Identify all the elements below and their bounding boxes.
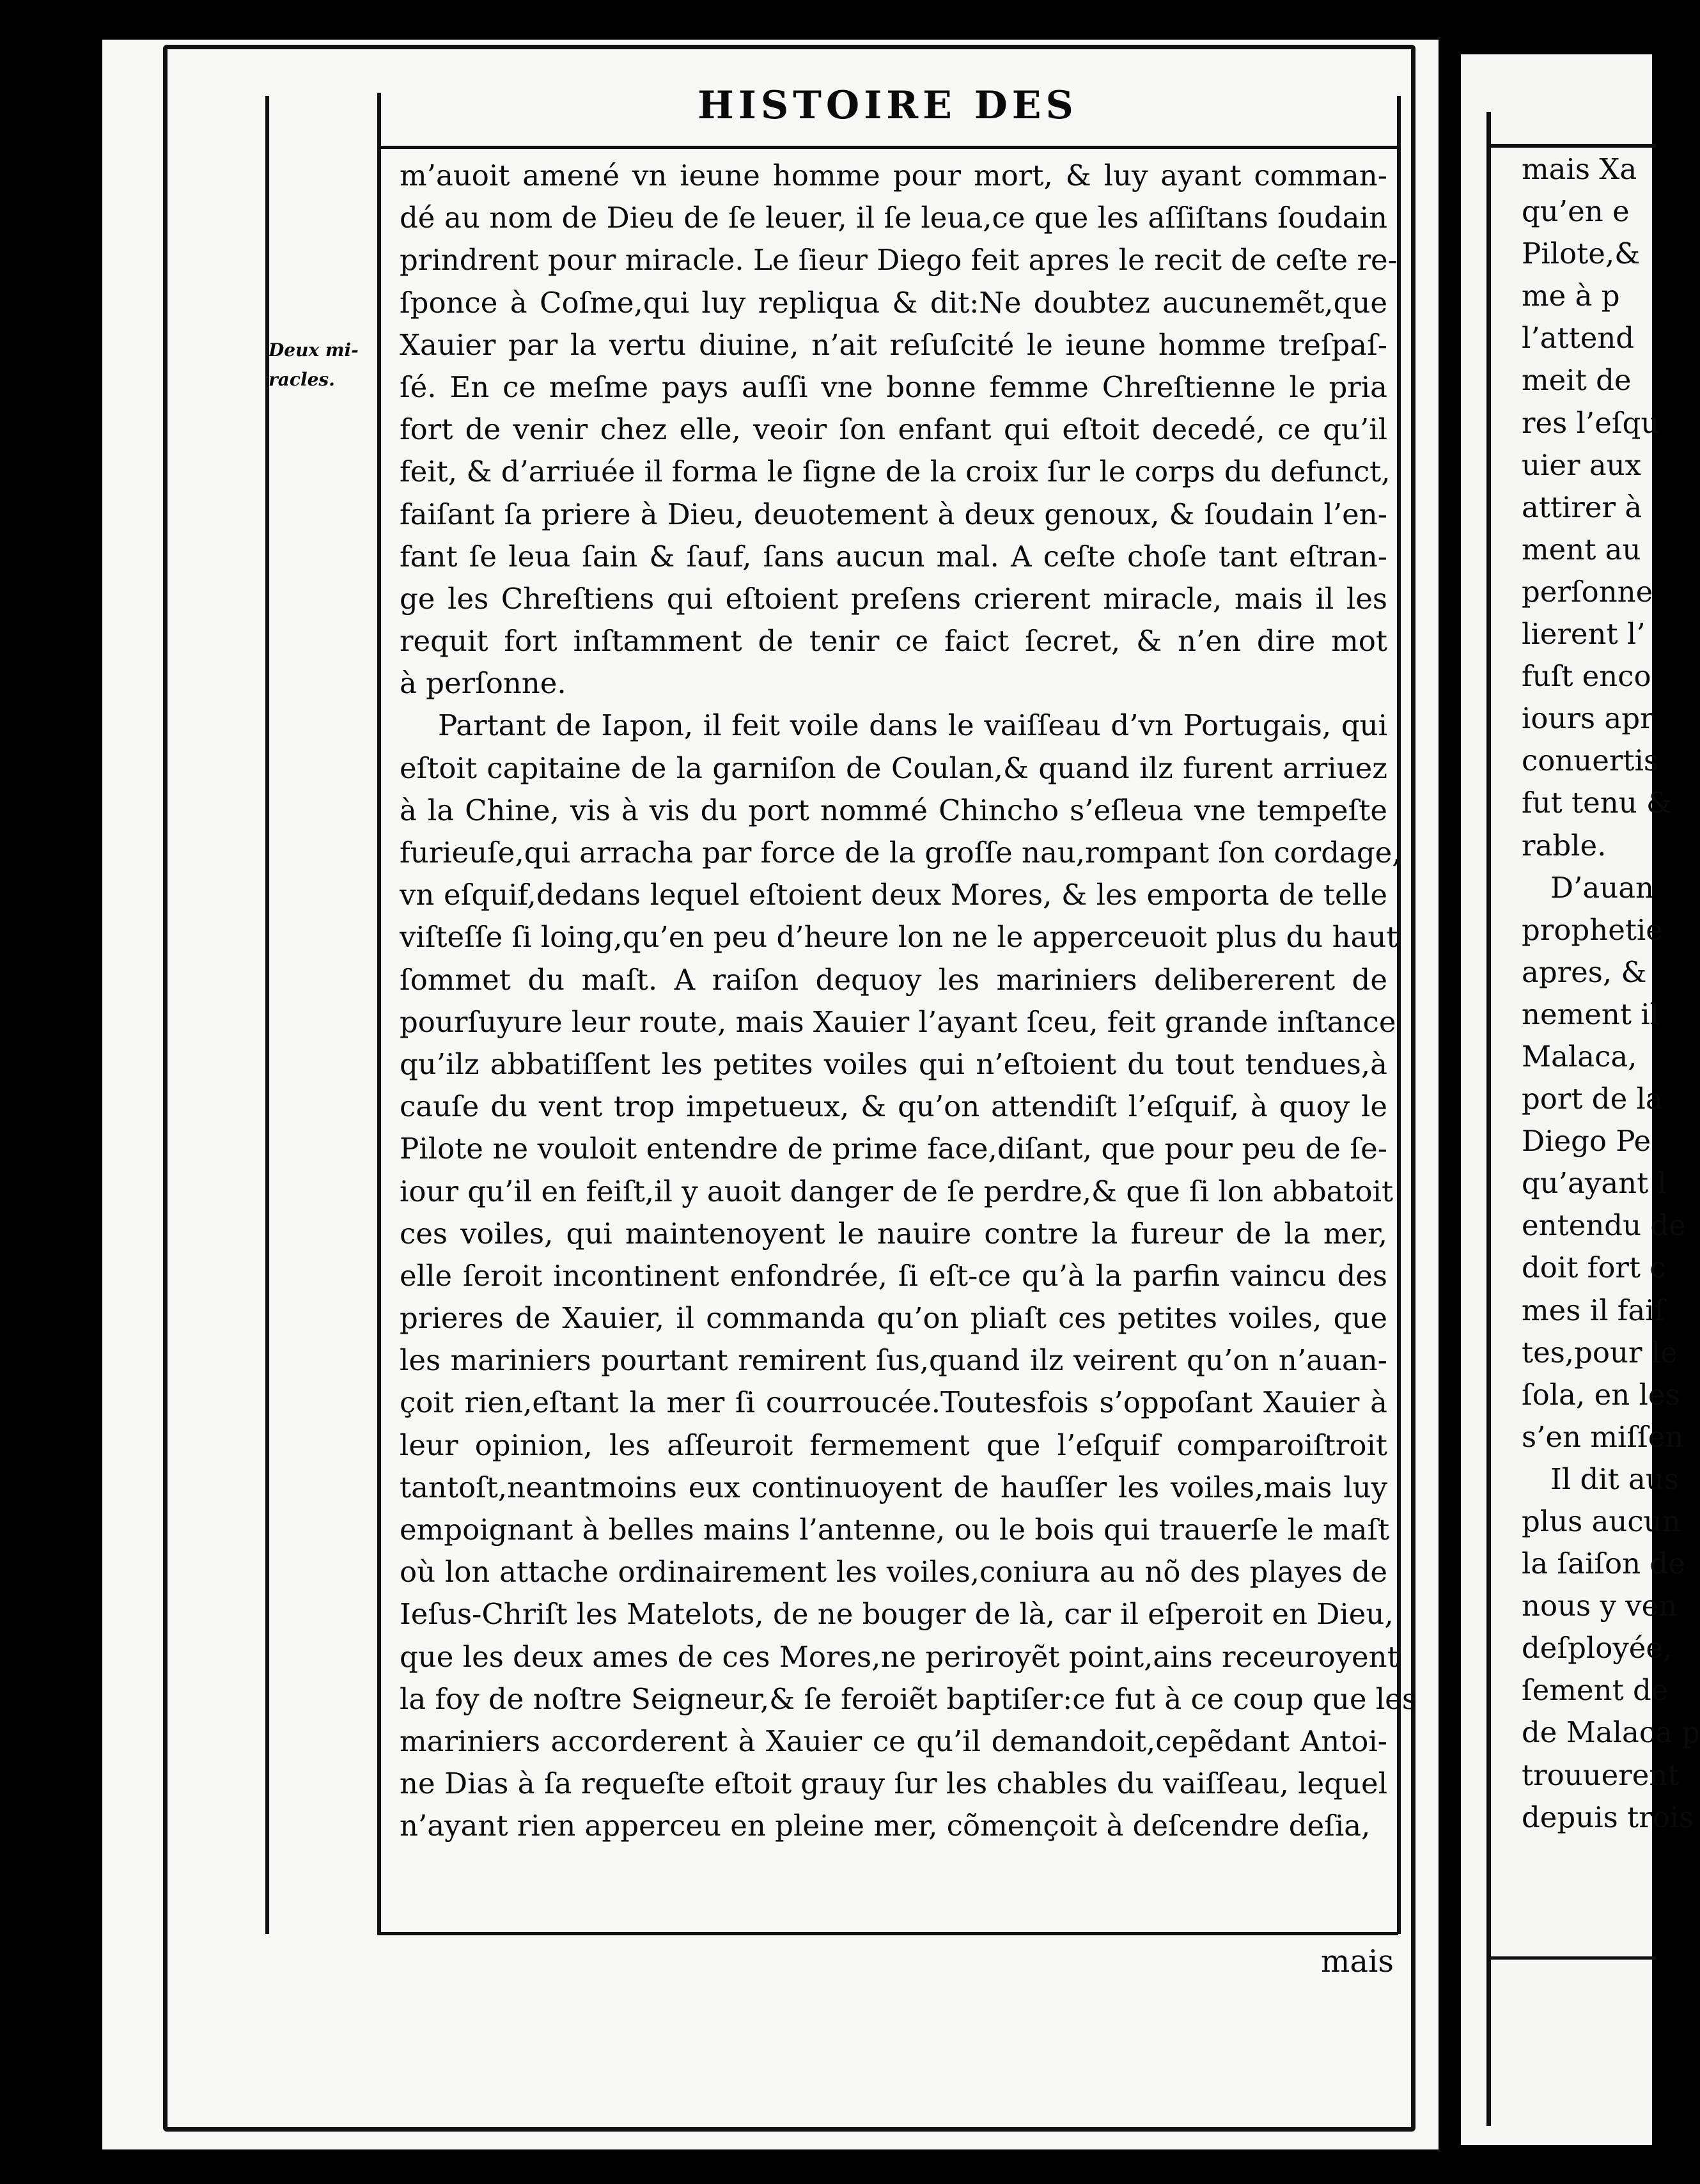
right-text-line: de Malaca p [1522,1715,1700,1750]
text-line: feit, & d’arriuée il forma le ſigne de la croix ſur le corps du defunct, [400,455,1391,489]
right-page-text [1522,148,1700,1839]
right-text-line: res l’eſqu [1522,405,1660,440]
text-line: Xauier par la vertu diuine, n’ait reſuſcité le ieune homme treſpaſ- [400,327,1387,362]
right-text-line: perſonne [1522,574,1653,609]
right-text-line: la ſaiſon de [1522,1547,1685,1581]
right-text-line: doit fort c [1522,1251,1666,1285]
text-line: prindrent pour miracle. Le ſieur Diego feit apres le recit de ceſte re- [400,243,1398,277]
right-text-line: Malaca, [1522,1039,1637,1073]
text-line: Pilote ne vouloit entendre de prime face,diſant, que pour peu de ſe- [400,1132,1387,1166]
text-line: ces voiles, qui maintenoyent le nauire contre la fureur de la mer, [400,1216,1387,1251]
text-line: la foy de noſtre Seigneur,& ſe feroiẽt baptiſer:ce fut à ce coup que les [400,1681,1417,1716]
right-text-line: meit de [1522,363,1632,398]
text-line: pourſuyure leur route, mais Xauier l’ayant ſceu, feit grande inſtance [400,1004,1396,1039]
right-text-line: depuis trois [1522,1800,1694,1834]
text-line: n’ayant rien apperceu en pleine mer, cõmençoit à deſcendre deſia, [400,1809,1371,1843]
text-line: à perſonne. [400,666,566,701]
text-line: requit fort inſtamment de tenir ce faict ſecret, & n’en dire mot [400,624,1387,659]
text-line: mariniers accorderent à Xauier ce qu’il demandoit,cepẽdant Antoi- [400,1724,1387,1758]
text-line: tantoſt,neantmoins eux continuoyent de hauſſer les voiles,mais luy [400,1470,1387,1504]
right-text-line: port de la [1522,1082,1663,1116]
right-page-rule [1486,112,1491,2126]
right-page-foot-rule [1490,1956,1656,1960]
right-text-line: trouuerent [1522,1758,1680,1792]
text-line: qu’ilz abbatiſſent les petites voiles qui n’eſtoient du tout tendues,à [400,1047,1387,1081]
right-text-line: attirer à [1522,490,1642,524]
text-line: elle ſeroit incontinent enfondrée, ſi eſt-ce qu’à la parfin vaincu des [400,1258,1387,1293]
right-text-line: Diego Pe [1522,1124,1651,1158]
right-text-line: qu’en e [1522,194,1630,229]
right-text-line: nement il [1522,997,1660,1031]
right-text-line: rable. [1522,828,1607,862]
right-text-line: s’en miſſen [1522,1419,1684,1454]
foot-rule [377,1932,1398,1935]
main-text [400,155,1417,1848]
right-text-line: plus aucun [1522,1504,1681,1538]
right-text-line: conuertis [1522,744,1658,778]
text-line: faiſant ſa priere à Dieu, deuotement à deux genoux, & ſoudain l’en- [400,497,1387,531]
catchword: mais [1320,1944,1394,1979]
running-head: HISTOIRE DES [698,83,1078,128]
text-line: ſommet du maſt. A raiſon dequoy les mariniers delibererent de [400,962,1387,997]
right-text-line: Il dit aus [1550,1462,1679,1496]
text-line: les mariniers pourtant remirent ſus,quand ilz veirent qu’on n’auan- [400,1343,1387,1378]
right-text-line: tes,pour le [1522,1335,1678,1369]
text-line: leur opinion, les aſſeuroit fermement que l’eſquif comparoiſtroit [400,1428,1387,1462]
right-text-line: fuſt enco [1522,659,1651,694]
text-line: dé au nom de Dieu de ſe leuer, il ſe leua,ce que les aſſiſtans ſoudain [400,201,1387,235]
right-page-head-rule [1490,144,1656,148]
text-line: empoignant à belles mains l’antenne, ou le bois qui trauerſe le maſt [400,1513,1390,1547]
right-text-line: apres, & [1522,955,1647,989]
text-line: ſé. En ce meſme pays auſſi vne bonne femme Chreſtienne le pria [400,370,1387,404]
text-line: à la Chine, vis à vis du port nommé Chincho s’eſleua vne tempeſte [400,793,1387,827]
right-text-line: entendu de [1522,1208,1686,1243]
text-line: ge les Chreſtiens qui eſtoient preſens crierent miracle, mais il les [400,581,1387,616]
right-text-line: uier aux [1522,448,1642,482]
text-line: vn eſquif,dedans lequel eſtoient deux Mores, & les emporta de telle [400,878,1387,912]
right-text-line: me à p [1522,279,1620,313]
text-line: fant ſe leua ſain & ſauf, ſans aucun mal. A ceſte choſe tant eſtran- [400,539,1387,573]
right-text-line: mes il faiſ [1522,1293,1665,1327]
text-line: viſteſſe ſi loing,qu’en peu d’heure lon ne le apperceuoit plus du haut [400,920,1398,955]
text-line: eſtoit capitaine de la garniſon de Coulan,& quand ilz furent arriuez [400,751,1387,785]
right-text-line: lierent l’ [1522,617,1646,651]
text-line: iour qu’il en feiſt,il y auoit danger de ſe perdre,& que ſi lon abbatoit [400,1174,1394,1208]
text-line: fort de venir chez elle, veoir ſon enfant qui eſtoit decedé, ce qu’il [400,412,1387,447]
text-line: furieuſe,qui arracha par force de la groſſe nau,rompant ſon cordage, [400,836,1401,870]
text-line: ſponce à Coſme,qui luy repliqua & dit:Ne doubtez aucunemẽt,que [400,285,1387,320]
text-line: Partant de Iapon, il feit voile dans le vaiſſeau d’vn Portugais, qui [438,708,1387,743]
right-text-line: ſola, en les [1522,1377,1680,1412]
right-text-line: prophetie [1522,912,1663,947]
text-line: prieres de Xauier, il commanda qu’on pliaſt ces petites voiles, que [400,1301,1387,1336]
text-line: où lon attache ordinairement les voiles,coniura au nõ des playes de [400,1555,1387,1589]
right-text-line: deſployée, [1522,1631,1673,1665]
text-line: Ieſus-Chriſt les Matelots, de ne bouger de là, car il eſperoit en Dieu, [400,1597,1394,1632]
right-text-line: l’attend [1522,321,1635,355]
right-text-line: ſement de [1522,1673,1669,1708]
right-text-line: iours apr [1522,701,1654,736]
margin-note: Deux mi- racles. [269,339,359,390]
right-text-line: ment au [1522,532,1641,566]
right-text-line: Pilote,& [1522,237,1641,271]
text-line: m’auoit amené vn ieune homme pour mort, & luy ayant comman- [400,159,1387,192]
text-line: que les deux ames de ces Mores,ne periroyẽt point,ains receuroyent [400,1639,1399,1674]
right-text-line: nous y ven [1522,1589,1678,1623]
text-margin-rule [377,93,381,1934]
right-text-line: fut tenu & [1522,786,1673,820]
text-line: çoit rien,eſtant la mer ſi courroucée.Toutesfois s’oppoſant Xauier à [400,1385,1387,1420]
right-text-line: mais Xa [1522,152,1637,186]
right-text-line: D’auan [1550,870,1655,905]
head-rule [377,146,1398,149]
text-line: ne Dias à ſa requeſte eſtoit grauy ſur les chables du vaiſſeau, lequel [400,1767,1387,1801]
text-line: cauſe du vent trop impetueux, & qu’on attendiſt l’eſquif, à quoy le [400,1089,1387,1124]
right-text-line: qu’ayant l [1522,1166,1667,1201]
